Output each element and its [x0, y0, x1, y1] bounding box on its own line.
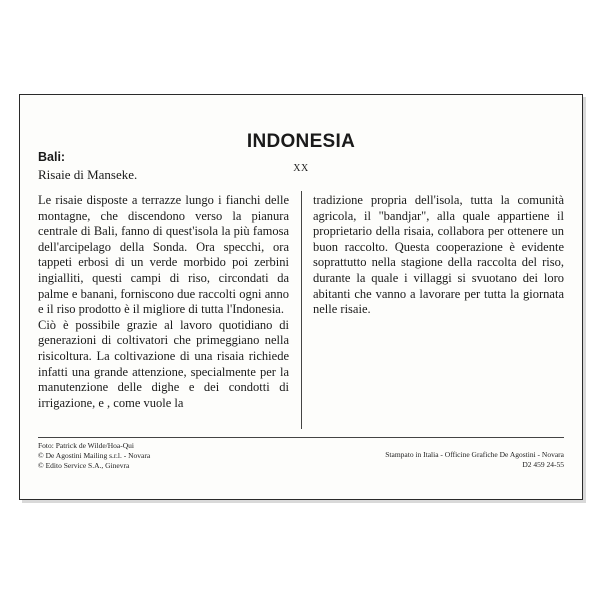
- credit-line: Foto: Patrick de Wilde/Hoa-Qui: [38, 441, 135, 450]
- footer-rule: [38, 437, 564, 438]
- card-title: INDONESIA: [246, 131, 356, 152]
- printer-info: [385, 450, 564, 470]
- paragraph: Ciò è possibile grazie al lavoro quotidiano di generazioni di coltivatori che primeggiano nella risicoltura. La coltivazione di una risaia richiede infatti una grande attenzione, specialmente per la manutenzione delle dighe e dei condotti di irrigazione, e , come vuole la: [38, 317, 289, 410]
- text-column-right: [313, 193, 564, 318]
- credit-line: © Edito Service S.A., Ginevra: [38, 461, 130, 470]
- region-heading: Bali:: [38, 150, 66, 164]
- paragraph: tradizione propria dell'isola, tutta la comunità agricola, il "bandjar", alla quale appartiene il proprietario della risaia, collabora per ottenere un buon raccolto. Questa cooperazione è evidente soprattutto nella stagione della raccolta del riso, durante la quale i villaggi si svuotano dei loro abitanti che vanno a lavorare per tutta la giornata nelle risaie.: [313, 193, 564, 317]
- text-column-left: [38, 193, 289, 411]
- credit-line: © De Agostini Mailing s.r.l. - Novara: [38, 451, 151, 460]
- postcard: [19, 94, 583, 500]
- column-divider: [301, 191, 302, 429]
- paragraph: Le risaie disposte a terrazze lungo i fianchi delle montagne, che discendono verso la pianura centrale di Bali, fanno di quest'isola la più famosa dell'arcipelago della Sonda. Ora specchi, ora tappeti erbosi di un verde morbido poi zerbini ingialliti, questi campi di riso, circondati da palme e banani, forniscono due raccolti ogni anno e il riso prodotto è il migliore di tutta l'Indonesia.: [38, 193, 289, 317]
- card-subtitle: Risaie di Manseke.: [38, 167, 138, 182]
- product-code: D2 459 24-55: [522, 460, 564, 469]
- printer-line: Stampato in Italia - Officine Grafiche De Agostini - Novara: [385, 450, 564, 459]
- card-number: XX: [293, 163, 309, 174]
- photo-credits: [38, 441, 150, 471]
